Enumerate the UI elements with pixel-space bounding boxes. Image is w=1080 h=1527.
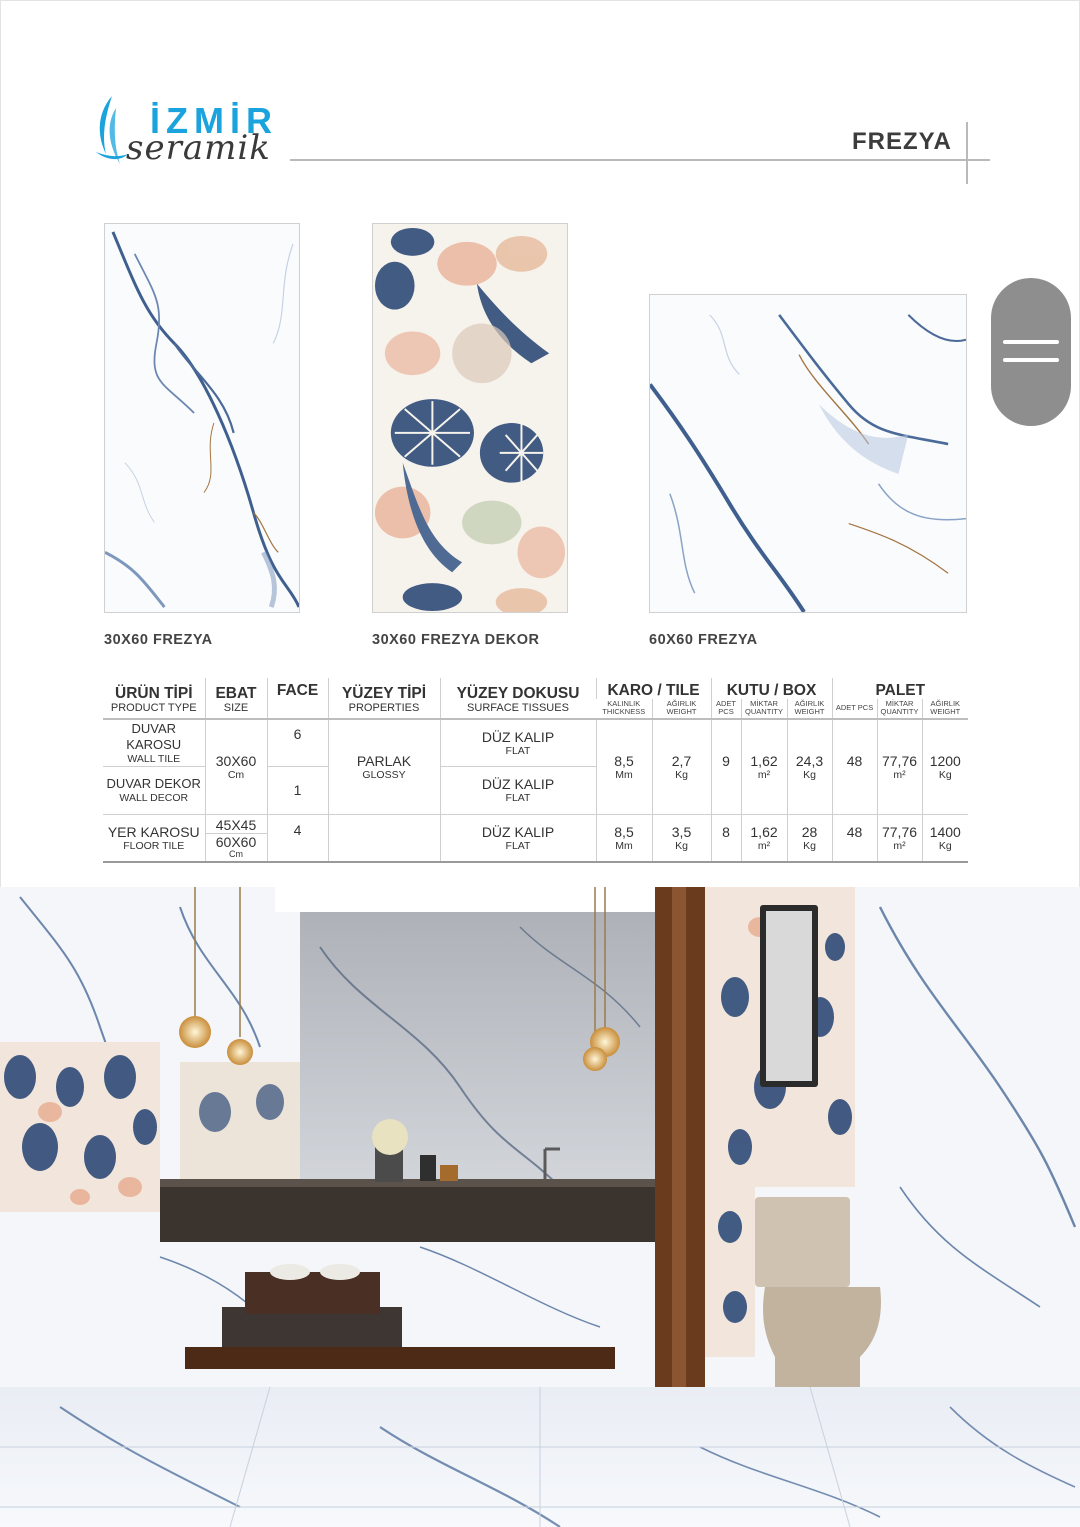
- surface-cell: [440, 766, 596, 814]
- size-value: 30X60: [215, 752, 257, 769]
- face-cell: [267, 766, 328, 814]
- header-sublabel: SURFACE TISSUES: [467, 702, 569, 714]
- box-pcs-cell: [711, 814, 741, 862]
- size-unit: Cm: [229, 848, 243, 859]
- header-properties: [328, 678, 440, 719]
- face-value: 1: [293, 782, 302, 798]
- product-name: DUVAR KAROSU: [126, 720, 182, 752]
- table-row: [103, 719, 968, 766]
- pallet-pcs-cell: [832, 719, 877, 814]
- box-weight-cell: [787, 814, 832, 862]
- bathroom-illustration: [0, 887, 1080, 1527]
- weight-unit: Kg: [675, 839, 688, 852]
- box-pcs-value: 9: [722, 752, 730, 769]
- floral-decor-texture: [373, 224, 567, 612]
- thickness-unit: Mm: [615, 768, 633, 781]
- pallet-weight-cell: [922, 814, 968, 862]
- tile-caption: 60X60 FREZYA: [649, 632, 758, 648]
- box-pcs-value: 8: [722, 823, 730, 840]
- header-box: [711, 678, 832, 699]
- properties-cell: [328, 814, 440, 862]
- header-label: EBAT: [215, 685, 257, 702]
- subheader: AĞIRLIK WEIGHT: [922, 699, 968, 719]
- header-sublabel: PRODUCT TYPE: [110, 702, 197, 714]
- box-weight-value: 24,3: [795, 752, 824, 769]
- surface-value: DÜZ KALIP: [481, 776, 555, 792]
- product-cell: [103, 766, 205, 814]
- header-pallet: [832, 678, 968, 699]
- pallet-pcs-value: 48: [846, 823, 863, 840]
- header-label: KARO / TILE: [607, 682, 700, 699]
- surface-value-en: FLAT: [505, 839, 531, 852]
- pallet-weight-unit: Kg: [938, 768, 952, 781]
- thickness-unit: Mm: [615, 839, 633, 852]
- header-product-type: [103, 678, 205, 719]
- tile-caption: 30X60 FREZYA DEKOR: [372, 632, 540, 648]
- table-row: [103, 814, 968, 862]
- weight-unit: Kg: [675, 768, 688, 781]
- size-value: 45X45: [206, 817, 267, 834]
- pallet-qty-value: 77,76: [881, 823, 918, 840]
- header-surface: [440, 678, 596, 719]
- surface-value-en: FLAT: [505, 744, 531, 757]
- header-label: KUTU / BOX: [726, 682, 817, 699]
- pallet-qty-value: 77,76: [881, 752, 918, 769]
- marble-texture: [105, 224, 299, 612]
- pallet-weight-unit: Kg: [938, 839, 952, 852]
- properties-value-en: GLOSSY: [362, 768, 406, 781]
- header-label: PALET: [875, 682, 926, 699]
- thickness-value: 8,5: [614, 823, 634, 840]
- box-qty-unit: m²: [757, 839, 771, 852]
- pallet-qty-unit: m²: [893, 839, 906, 852]
- weight-cell: [652, 814, 711, 862]
- handle-line-icon: [1003, 358, 1059, 362]
- brand-logo: [92, 94, 302, 176]
- subheader: AĞIRLIK WEIGHT: [787, 699, 832, 719]
- product-name-en: WALL TILE: [127, 752, 181, 765]
- properties-value: PARLAK: [356, 752, 412, 769]
- pallet-pcs-cell: [832, 814, 877, 862]
- product-name-en: FLOOR TILE: [123, 839, 185, 852]
- series-title: FREZYA: [852, 128, 952, 155]
- pallet-qty-cell: [877, 719, 922, 814]
- size-unit: Cm: [227, 768, 245, 781]
- face-value: 4: [293, 821, 302, 838]
- tile-caption: 30X60 FREZYA: [104, 632, 213, 648]
- header-rule: [290, 159, 990, 161]
- subheader: KALINLIK THICKNESS: [596, 699, 652, 719]
- box-qty-value: 1,62: [750, 752, 778, 769]
- box-qty-unit: m²: [757, 768, 771, 781]
- face-cell: [267, 719, 328, 766]
- header-divider: [966, 122, 968, 184]
- header-label: ÜRÜN TİPİ: [115, 685, 193, 702]
- thickness-cell: [596, 814, 652, 862]
- header-size: [205, 678, 267, 719]
- product-name-en: WALL DECOR: [119, 792, 189, 804]
- subheader: ADET PCS: [832, 699, 877, 719]
- thickness-value: 8,5: [614, 752, 634, 769]
- face-cell: [267, 814, 328, 862]
- subheader: MİKTAR QUANTITY: [741, 699, 787, 719]
- pallet-weight-value: 1400: [929, 823, 961, 840]
- product-cell: [103, 719, 205, 766]
- spec-table: [103, 678, 968, 863]
- product-name: DUVAR DEKOR: [106, 776, 201, 791]
- header-sublabel: PROPERTIES: [348, 702, 420, 714]
- box-weight-cell: [787, 719, 832, 814]
- subheader: MİKTAR QUANTITY: [877, 699, 922, 719]
- pallet-weight-cell: [922, 719, 968, 814]
- surface-cell: [440, 719, 596, 766]
- surface-value-en: FLAT: [505, 792, 531, 804]
- header-label: YÜZEY TİPİ: [341, 685, 427, 702]
- weight-value: 2,7: [671, 752, 692, 769]
- size-cell: [205, 814, 267, 862]
- header-tile: [596, 678, 711, 699]
- properties-cell: [328, 719, 440, 814]
- menu-handle[interactable]: [991, 278, 1071, 426]
- tile-swatch-decor: [372, 223, 568, 613]
- header-face: [267, 678, 328, 719]
- box-weight-unit: Kg: [803, 768, 816, 781]
- box-weight-value: 28: [801, 823, 818, 840]
- product-name: YER KAROSU: [107, 823, 200, 840]
- box-qty-cell: [741, 719, 787, 814]
- bathroom-scene-image: [0, 887, 1080, 1527]
- subheader: ADET PCS: [711, 699, 741, 719]
- marble-texture: [650, 295, 966, 612]
- product-cell: [103, 814, 205, 862]
- header-label: FACE: [276, 682, 319, 699]
- surface-cell: [440, 814, 596, 862]
- box-pcs-cell: [711, 719, 741, 814]
- face-value: 6: [293, 726, 302, 742]
- tile-swatch-wall: [104, 223, 300, 613]
- weight-cell: [652, 719, 711, 814]
- thickness-cell: [596, 719, 652, 814]
- pallet-weight-value: 1200: [929, 752, 961, 769]
- box-qty-cell: [741, 814, 787, 862]
- subheader: AĞIRLIK WEIGHT: [652, 699, 711, 719]
- handle-line-icon: [1003, 340, 1059, 344]
- size-value: 60X60: [215, 833, 257, 850]
- box-qty-value: 1,62: [750, 823, 778, 840]
- tile-swatch-floor: [649, 294, 967, 613]
- brand-name-top: İZMİR: [150, 100, 278, 141]
- box-weight-unit: Kg: [803, 839, 816, 852]
- pallet-qty-unit: m²: [893, 768, 906, 781]
- brand-name-bottom: seramik: [126, 128, 271, 168]
- header-label: YÜZEY DOKUSU: [456, 685, 580, 702]
- size-cell: [205, 719, 267, 814]
- surface-value: DÜZ KALIP: [481, 823, 555, 840]
- surface-value: DÜZ KALIP: [481, 728, 555, 745]
- pallet-pcs-value: 48: [846, 752, 863, 769]
- pallet-qty-cell: [877, 814, 922, 862]
- weight-value: 3,5: [671, 823, 692, 840]
- header-sublabel: SIZE: [223, 702, 249, 714]
